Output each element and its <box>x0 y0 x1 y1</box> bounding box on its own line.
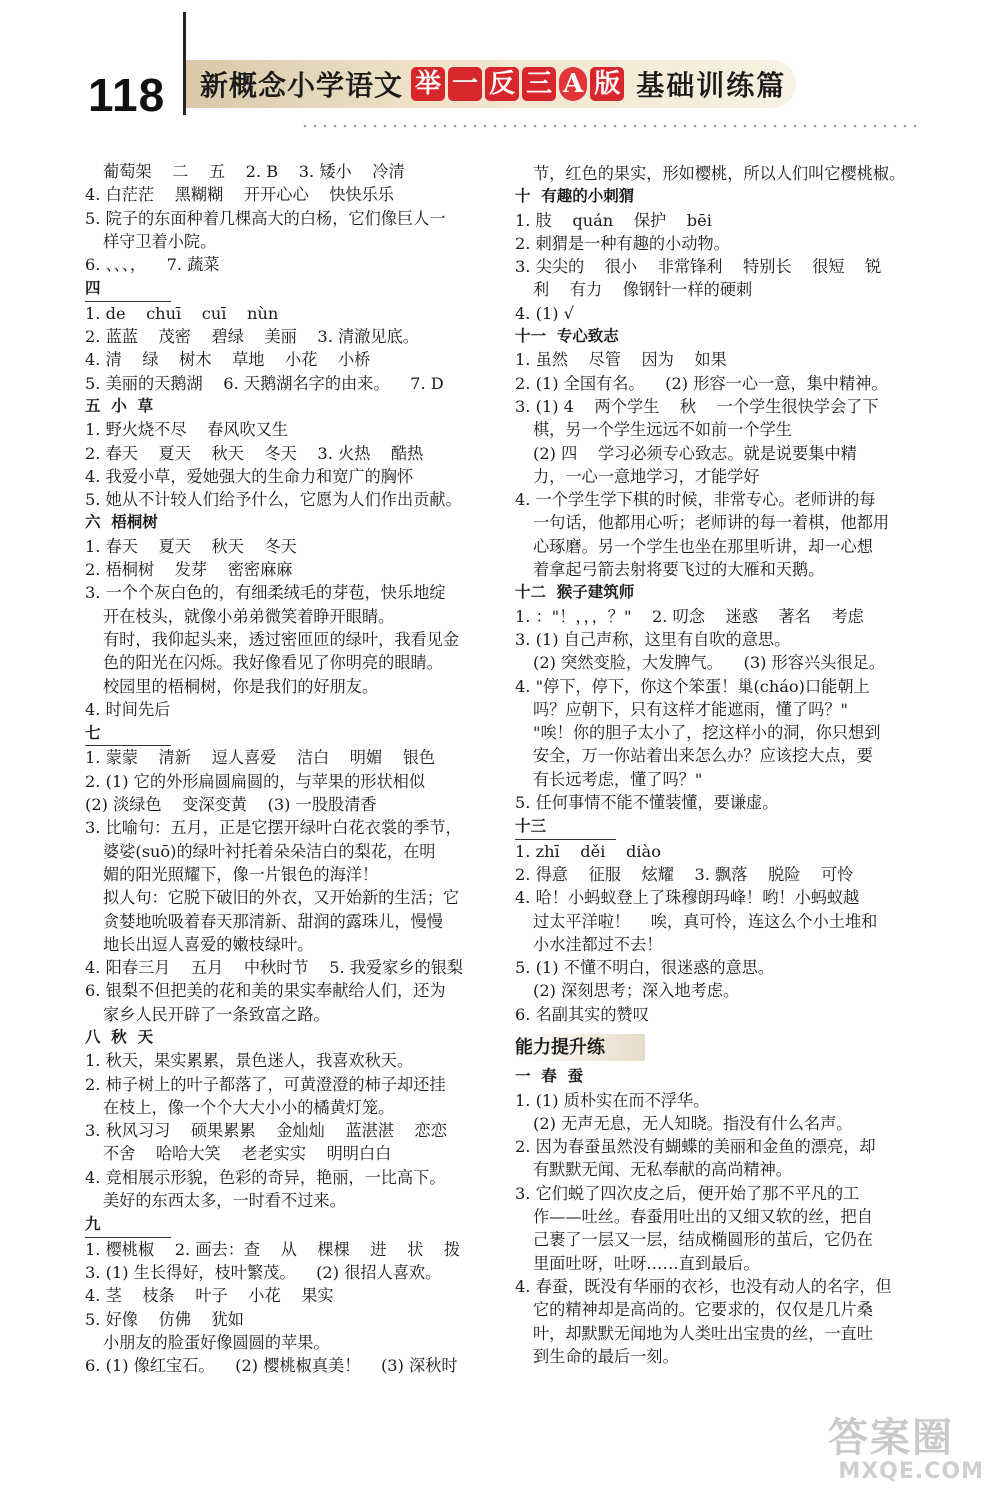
answer-line: 它的精神却是高尚的。它要求的，仅仅是几片桑 <box>533 1300 873 1320</box>
title-badge: 三 <box>522 67 556 101</box>
answer-line: 葡萄架 二 五 2. B 3. 矮小 冷清 <box>103 162 405 181</box>
answer-line: 4. 一个学生学下棋的时候，非常专心。老师讲的每 <box>515 490 876 510</box>
answer-line: 6. (1) 像红宝石。 (2) 樱桃椒真美！ (3) 深秋时 <box>85 1356 458 1376</box>
lesson-heading-wrap <box>85 721 485 746</box>
answer-line: 媚的阳光照耀下，像一片银色的海洋！ <box>103 864 379 884</box>
answer-line: 不舍 哈哈大笑 老老实实 明明白白 <box>103 1144 392 1164</box>
lesson-heading: 六 梧桐树 <box>85 513 158 532</box>
watermark-logo <box>789 1406 984 1486</box>
lesson-heading-wrap <box>85 1212 485 1237</box>
answer-line: 美好的东西太多，一时看不过来。 <box>103 1191 346 1211</box>
answer-line: 2. 刺猬是一种有趣的小动物。 <box>515 233 730 253</box>
answer-line: (2) 深刻思考；深入地考虑。 <box>533 981 740 1001</box>
answer-line: 3. (1) 自己声称，这里有自吹的意思。 <box>515 629 791 649</box>
left-column <box>85 160 485 1377</box>
answer-line: 2. 春天 夏天 秋天 冬天 3. 火热 酷热 <box>85 443 424 463</box>
answer-line: 4. 清 绿 树木 草地 小花 小桥 <box>85 350 371 370</box>
answer-line: 2. 得意 征服 炫耀 3. 飘落 脱险 可怜 <box>515 864 854 884</box>
answer-line: 4. 春蚕，既没有华丽的衣衫，也没有动人的名字，但 <box>515 1276 892 1296</box>
answer-line: 2. 因为春蚕虽然没有蝴蝶的美丽和金鱼的漂亮，却 <box>515 1137 876 1157</box>
answer-line: 叶，却默默无闻地为人类吐出宝贵的丝，一直吐 <box>533 1323 873 1343</box>
answer-line: 4. 阳春三月 五月 中秋时节 5. 我爱家乡的银梨 <box>85 958 464 978</box>
answer-line: 1. de chuī cuī nùn <box>85 303 279 323</box>
answer-line: 家乡人民开辟了一条致富之路。 <box>103 1004 330 1024</box>
answer-line: 1. 肢 quán 保护 bēi <box>515 210 712 230</box>
answer-line: 一句话，他都用心听；老师讲的每一着棋，他都用 <box>533 513 890 533</box>
answer-line: 3. 尖尖的 很小 非常锋利 特别长 很短 锐 <box>515 257 882 277</box>
answer-line: 2. (1) 全国有名。 (2) 形容一心一意，集中精神。 <box>515 373 888 393</box>
lesson-heading: 五 小 草 <box>85 396 154 415</box>
lesson-heading: 七 <box>85 722 171 746</box>
answer-line: (2) 无声无息，无人知晓。指没有什么名声。 <box>533 1113 853 1133</box>
answer-line: 利 有力 像钢针一样的硬刺 <box>533 280 753 300</box>
lesson-heading-wrap <box>85 276 485 301</box>
answer-line: 己裹了一层又一层，结成椭圆形的茧后，它仍在 <box>533 1230 873 1250</box>
title-badge: 举 <box>411 67 445 101</box>
lesson-heading: 八 秋 天 <box>85 1027 154 1046</box>
answer-line: "唉！你的胆子太小了，挖这样小的洞，你只想到 <box>533 723 881 743</box>
title-main: 新概念小学语文 <box>200 69 404 102</box>
answer-line: 5. 好像 仿佛 犹如 <box>85 1309 244 1329</box>
answer-line: 拟人句：它脱下破旧的外衣，又开始新的生活；它 <box>103 888 460 908</box>
answer-line: 有时，我仰起头来，透过密匝匝的绿叶，我看见金 <box>103 629 460 649</box>
answer-line: 到生命的最后一刻。 <box>533 1346 679 1366</box>
answer-line: 3. (1) 4 两个学生 秋 一个学生很快学会了下 <box>515 396 879 416</box>
answer-line: 里面吐呀，吐呀……直到最后。 <box>533 1253 760 1273</box>
title-badge: 版 <box>590 67 624 101</box>
book-title <box>200 62 786 106</box>
answer-line: 5. (1) 不懂不明白，很迷惑的意思。 <box>515 958 775 978</box>
answer-line: 6. 银梨不但把美的花和美的果实奉献给人们，还为 <box>85 981 446 1001</box>
title-badge: 反 <box>485 67 519 101</box>
answer-line: (2) 淡绿色 变深变黄 (3) 一股股清香 <box>85 795 377 815</box>
watermark-url: MXQE.COM <box>838 1459 984 1484</box>
answer-line: 4. 我爱小草，爱她强大的生命力和宽广的胸怀 <box>85 466 414 486</box>
answer-line: 5. 她从不计较人们给予什么，它愿为人们作出贡献。 <box>85 490 462 510</box>
answer-line: 4. 白茫茫 黑糊糊 开开心心 快快乐乐 <box>85 185 394 205</box>
answer-line: 婆娑(suō)的绿叶衬托着朵朵洁白的梨花，在明 <box>103 841 436 861</box>
answer-line: 4. (1) √ <box>515 303 574 323</box>
section-heading: 能力提升练 <box>515 1034 645 1061</box>
lesson-heading: 十三 <box>515 815 616 839</box>
answer-line: 1. 野火烧不尽 春风吹又生 <box>85 420 289 440</box>
answer-line: 3. 一个个灰白色的，有细柔绒毛的芽苞，快乐地绽 <box>85 583 446 603</box>
lesson-heading: 九 <box>85 1213 171 1237</box>
answer-line: 1. 虽然 尽管 因为 如果 <box>515 350 727 370</box>
answer-line: 2. 梧桐树 发芽 密密麻麻 <box>85 560 293 580</box>
answer-line: (2) 突然变脸，大发脾气。 (3) 形容兴头很足。 <box>533 653 885 673</box>
answer-line: 2. 蓝蓝 茂密 碧绿 美丽 3. 清澈见底。 <box>85 327 419 347</box>
answer-line: 心琢磨。另一个学生也坐在那里听讲，却一心想 <box>533 536 873 556</box>
answer-line: 4. "停下，停下，你这个笨蛋！巢(cháo)口能朝上 <box>515 676 870 696</box>
answer-line: 6. 、、、， 7. 蔬菜 <box>85 255 220 275</box>
title-badge: A <box>559 67 587 101</box>
answer-line: 1. 樱桃椒 2. 画去：查 从 棵棵 进 状 拨 <box>85 1239 461 1259</box>
lesson-heading: 十二 猴子建筑师 <box>515 583 635 602</box>
page-number: 118 <box>88 69 166 121</box>
header-dotted-rule <box>300 124 920 128</box>
answer-line: 4. 哈！小蚂蚁登上了珠穆朗玛峰！哟！小蚂蚁越 <box>515 888 860 908</box>
lesson-heading: 四 <box>85 277 171 301</box>
answer-line: 1. ："！，，，？" 2. 叨念 迷惑 著名 考虑 <box>515 606 864 626</box>
title-sub: 基础训练篇 <box>636 69 787 102</box>
answer-line: (2) 四 学习必须专心致志。就是说要集中精 <box>533 443 857 463</box>
answer-line: 吗？应朝下，只有这样才能遮雨，懂了吗？" <box>533 699 849 719</box>
lesson-heading-wrap <box>515 814 920 839</box>
right-column <box>515 162 920 1368</box>
answer-line: 3. 它们蜕了四次皮之后，便开始了那不平凡的工 <box>515 1183 860 1203</box>
answer-line: 1. 蒙蒙 清新 逗人喜爱 洁白 明媚 银色 <box>85 748 436 768</box>
answer-line: 小水洼都过不去！ <box>533 934 663 954</box>
answer-line: 小朋友的脸蛋好像圆圆的苹果。 <box>103 1332 330 1352</box>
answer-line: 在枝上，像一个个大大小小的橘黄灯笼。 <box>103 1097 395 1117</box>
answer-line: 有默默无闻、无私奉献的高尚精神。 <box>533 1160 792 1180</box>
answer-line: 4. 竞相展示形貌，色彩的奇异，艳丽，一比高下。 <box>85 1167 446 1187</box>
lesson-heading: 十 有趣的小刺猬 <box>515 187 635 206</box>
answer-line: 1. 秋天，果实累累，景色迷人，我喜欢秋天。 <box>85 1051 414 1071</box>
lesson-heading: 一 春 蚕 <box>515 1067 584 1086</box>
answer-line: 1. 春天 夏天 秋天 冬天 <box>85 536 297 556</box>
answer-line: 6. 名副其实的赞叹 <box>515 1004 649 1024</box>
answer-line: 贪婪地吮吸着春天那清新、甜润的露珠儿，慢慢 <box>103 911 443 931</box>
answer-line: 作——吐丝。春蚕用吐出的又细又软的丝，把自 <box>533 1207 873 1227</box>
answer-line: 地长出逗人喜爱的嫩枝绿叶。 <box>103 934 314 954</box>
answer-line: 3. 秋风习习 硕果累累 金灿灿 蓝湛湛 恋恋 <box>85 1121 447 1141</box>
answer-line: 3. 比喻句：五月，正是它摆开绿叶白花衣裳的季节， <box>85 818 462 838</box>
answer-line: 有长远考虑，懂了吗？" <box>533 769 703 789</box>
answer-line: 5. 美丽的天鹅湖 6. 天鹅湖名字的由来。 7. D <box>85 373 444 393</box>
answer-line: 5. 任何事情不能不懂装懂，要谦虚。 <box>515 793 779 813</box>
answer-line: 2. 柿子树上的叶子都落了，可黄澄澄的柿子却还挂 <box>85 1074 446 1094</box>
answer-line: 开在枝头，就像小弟弟微笑着睁开眼睛。 <box>103 606 395 626</box>
page-header <box>0 0 1000 140</box>
answer-line: 4. 茎 枝条 叶子 小花 果实 <box>85 1286 334 1306</box>
answer-line: 节，红色的果实，形如樱桃，所以人们叫它樱桃椒。 <box>533 164 906 183</box>
answer-line: 着拿起弓箭去射将要飞过的大雁和天鹅。 <box>533 560 825 580</box>
answer-line: 4. 时间先后 <box>85 699 171 719</box>
answer-line: 棋，另一个学生远远不如前一个学生 <box>533 420 792 440</box>
answer-line: 力，一心一意地学习，才能学好 <box>533 466 760 486</box>
answer-line: 安全，万一你站着出来怎么办？应该挖大点，要 <box>533 746 873 766</box>
answer-line: 样守卫着小院。 <box>103 231 217 251</box>
section-heading-wrap <box>515 1026 920 1065</box>
watermark-text: 答案圈 <box>828 1415 954 1461</box>
title-badge: 一 <box>448 67 482 101</box>
answer-line: 色的阳光在闪烁。我好像看见了你明亮的眼睛。 <box>103 653 443 673</box>
answer-line: 1. zhī děi diào <box>515 841 661 861</box>
lesson-heading: 十一 专心致志 <box>515 327 619 346</box>
answer-line: 5. 院子的东面种着几棵高大的白杨，它们像巨人一 <box>85 208 446 228</box>
answer-line: 1. (1) 质朴实在而不浮华。 <box>515 1090 710 1110</box>
title-badges <box>411 67 624 101</box>
answer-line: 2. (1) 它的外形扁圆扁圆的，与苹果的形状相似 <box>85 771 426 791</box>
answer-line: 过太平洋啦！ 唉，真可怜，连这么个小土堆和 <box>533 911 878 931</box>
answer-line: 校园里的梧桐树，你是我们的好朋友。 <box>103 676 379 696</box>
answer-line: 3. (1) 生长得好，枝叶繁茂。 (2) 很招人喜欢。 <box>85 1262 442 1282</box>
